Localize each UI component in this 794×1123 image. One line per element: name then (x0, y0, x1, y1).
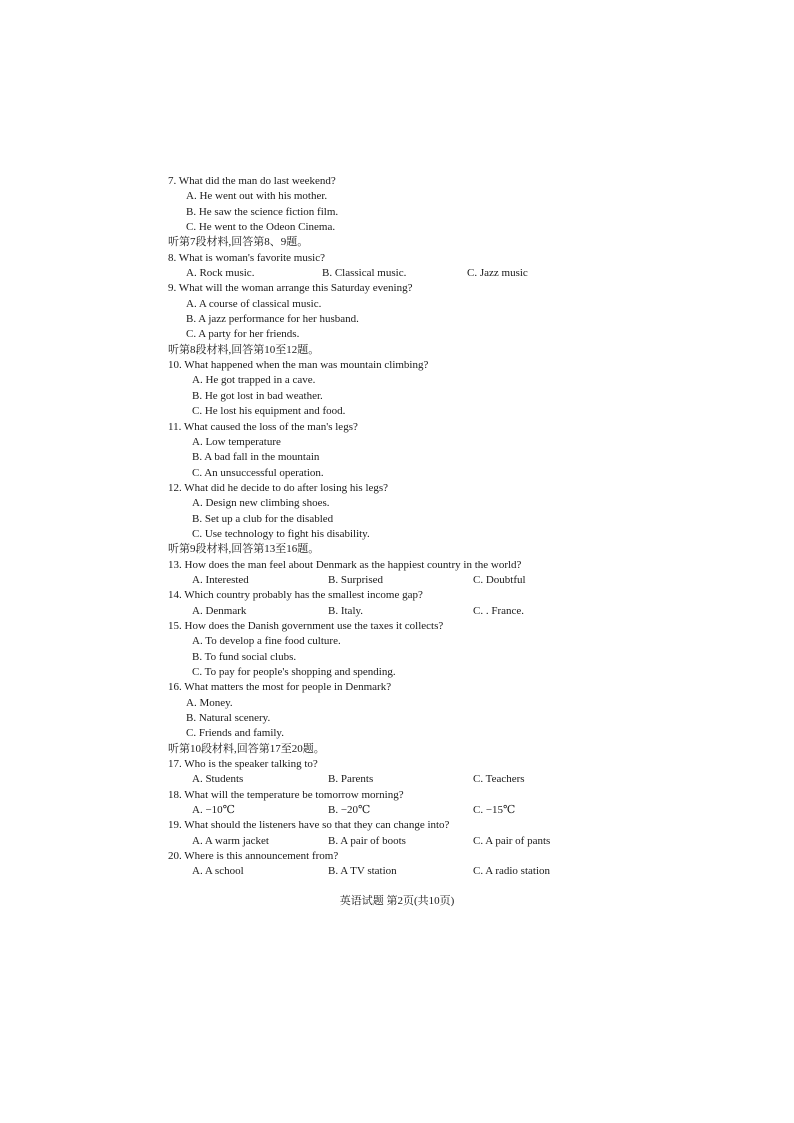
option-10a: A. He got trapped in a cave. (192, 374, 316, 387)
options-row-19 (168, 834, 618, 849)
question-16: 16. What matters the most for people in Denmark? (168, 681, 392, 694)
option-15b: B. To fund social clubs. (192, 650, 297, 663)
option-17a: A. Students (192, 773, 244, 786)
question-list (168, 174, 618, 880)
option-20a: A. A school (192, 865, 244, 878)
option-11b: B. A bad fall in the mountain (192, 451, 320, 464)
option-9c: C. A party for her friends. (186, 328, 300, 341)
option-17b: B. Parents (328, 773, 374, 786)
option-18c: C. −15℃ (473, 804, 516, 817)
option-9b: B. A jazz performance for her husband. (186, 313, 359, 326)
section-header-8: 听第8段材料,回答第10至12题。 (168, 343, 320, 356)
option-14a: A. Denmark (192, 604, 247, 617)
section-header-9: 听第9段材料,回答第13至16题。 (168, 543, 320, 556)
option-20c: C. A radio station (473, 865, 550, 878)
option-13b: B. Surprised (328, 573, 383, 586)
question-18: 18. What will the temperature be tomorrow morning? (168, 788, 404, 801)
option-11a: A. Low temperature (192, 435, 281, 448)
option-7c: C. He went to the Odeon Cinema. (186, 221, 336, 234)
question-17: 17. Who is the speaker talking to? (168, 758, 318, 771)
option-16c: C. Friends and family. (186, 727, 284, 740)
option-7b: B. He saw the science fiction film. (186, 205, 339, 218)
option-7a: A. He went out with his mother. (186, 190, 328, 203)
option-12a: A. Design new climbing shoes. (192, 497, 330, 510)
option-19b: B. A pair of boots (328, 834, 406, 847)
question-13: 13. How does the man feel about Denmark as the happiest country in the world? (168, 558, 522, 571)
option-12b: B. Set up a club for the disabled (192, 512, 334, 525)
option-8c: C. Jazz music (467, 267, 528, 280)
option-18a: A. −10℃ (192, 804, 235, 817)
options-row-8 (168, 266, 618, 281)
page-footer: 英语试题 第2页(共10页) (339, 895, 455, 907)
option-19a: A. A warm jacket (192, 834, 269, 847)
option-20b: B. A TV station (328, 865, 397, 878)
options-row-20 (168, 864, 618, 879)
option-14c: C. . France. (473, 604, 525, 617)
question-12: 12. What did he decide to do after losing his legs? (168, 481, 389, 494)
option-15a: A. To develop a fine food culture. (192, 635, 341, 648)
option-8a: A. Rock music. (186, 267, 255, 280)
option-15c: C. To pay for people's shopping and spending. (192, 666, 396, 678)
option-16a: A. Money. (186, 696, 233, 709)
section-header-10: 听第10段材料,回答第17至20题。 (168, 742, 325, 755)
question-10: 10. What happened when the man was mountain climbing? (168, 359, 429, 372)
options-row-14 (168, 604, 618, 619)
options-row-17 (168, 772, 618, 787)
option-8b: B. Classical music. (322, 267, 407, 280)
options-row-13 (168, 573, 618, 588)
question-8: 8. What is woman's favorite music? (168, 251, 325, 264)
section-header-7: 听第7段材料,回答第8、9题。 (168, 236, 309, 249)
option-13a: A. Interested (192, 573, 249, 586)
option-18b: B. −20℃ (328, 804, 371, 817)
question-14: 14. Which country probably has the smallest income gap? (168, 589, 423, 602)
option-16b: B. Natural scenery. (186, 712, 271, 725)
question-20: 20. Where is this announcement from? (168, 850, 339, 863)
question-11: 11. What caused the loss of the man's legs? (168, 420, 358, 433)
option-12c: C. Use technology to fight his disability. (192, 527, 370, 540)
option-10c: C. He lost his equipment and food. (192, 405, 346, 418)
option-11c: C. An unsuccessful operation. (192, 466, 324, 479)
option-14b: B. Italy. (328, 604, 364, 617)
question-7: 7. What did the man do last weekend? (168, 175, 336, 187)
question-19: 19. What should the listeners have so that they can change into? (168, 819, 450, 832)
option-13c: C. Doubtful (473, 573, 526, 586)
option-19c: C. A pair of pants (473, 834, 551, 847)
options-row-18 (168, 803, 618, 818)
option-10b: B. He got lost in bad weather. (192, 389, 323, 402)
option-9a: A. A course of classical music. (186, 297, 322, 310)
question-15: 15. How does the Danish government use the taxes it collects? (168, 619, 444, 632)
question-9: 9. What will the woman arrange this Saturday evening? (168, 282, 413, 295)
option-17c: C. Teachers (473, 773, 525, 786)
